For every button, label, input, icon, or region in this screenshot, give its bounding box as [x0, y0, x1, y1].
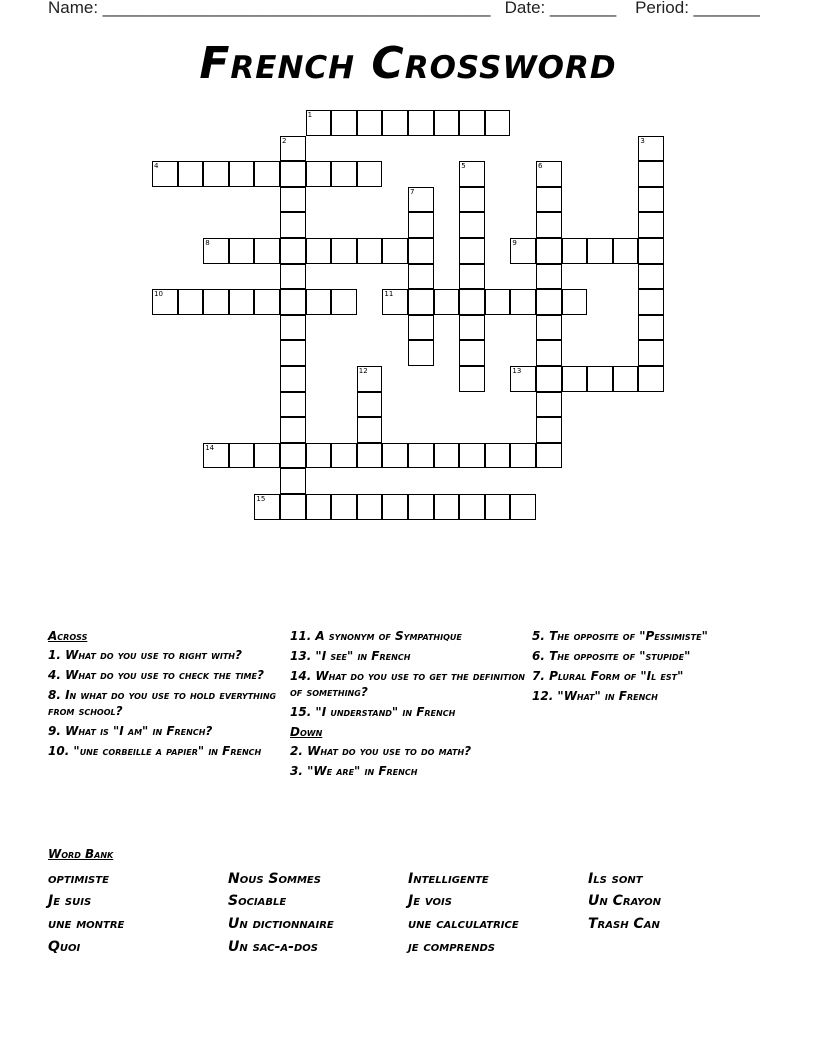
grid-cell[interactable]	[536, 392, 562, 418]
grid-cell[interactable]	[536, 340, 562, 366]
grid-cell[interactable]	[408, 187, 434, 213]
grid-cell[interactable]	[587, 238, 613, 264]
grid-cell[interactable]	[459, 340, 485, 366]
grid-cell[interactable]	[280, 289, 306, 315]
grid-cell[interactable]	[510, 494, 536, 520]
grid-cell[interactable]	[280, 392, 306, 418]
grid-cell[interactable]	[408, 110, 434, 136]
across-heading: Across	[48, 629, 88, 643]
clue-number: 3	[640, 136, 645, 145]
grid-cell[interactable]	[536, 212, 562, 238]
grid-cell[interactable]	[459, 238, 485, 264]
clue-number: 11	[384, 290, 394, 299]
clue-down-6: 6. The opposite of "stupide"	[532, 649, 691, 663]
grid-cell[interactable]	[510, 443, 536, 469]
clue-number: 2	[282, 136, 287, 145]
grid-cell[interactable]	[254, 161, 280, 187]
grid-cell[interactable]	[459, 110, 485, 136]
grid-cell[interactable]	[254, 289, 280, 315]
grid-cell[interactable]	[536, 187, 562, 213]
grid-cell[interactable]	[306, 443, 332, 469]
grid-cell[interactable]	[306, 289, 332, 315]
clue-across-10: 10. "une corbeille a papier" in French	[48, 744, 262, 758]
grid-cell[interactable]	[203, 289, 229, 315]
clue-number: 15	[256, 495, 266, 503]
word-bank-item: une montre	[48, 916, 125, 932]
word-bank-item: Nous Sommes	[228, 871, 321, 887]
grid-cell[interactable]	[459, 187, 485, 213]
word-bank-item: Quoi	[48, 939, 81, 955]
grid-cell[interactable]	[382, 289, 408, 315]
grid-cell[interactable]	[536, 264, 562, 290]
page-title: French Crossword	[199, 38, 617, 89]
grid-cell[interactable]	[485, 289, 511, 315]
grid-cell[interactable]	[357, 161, 383, 187]
clue-number: 8	[205, 239, 210, 247]
name-field[interactable]: Name: _________________________________________	[48, 0, 491, 17]
grid-cell[interactable]	[357, 392, 383, 418]
grid-cell[interactable]	[459, 264, 485, 290]
grid-cell[interactable]	[280, 443, 306, 469]
grid-cell[interactable]	[408, 289, 434, 315]
clue-number: 9	[512, 239, 517, 247]
grid-cell[interactable]	[638, 212, 664, 238]
clue-number: 4	[154, 162, 159, 171]
grid-cell[interactable]	[382, 238, 408, 264]
grid-cell[interactable]	[485, 443, 511, 469]
grid-cell[interactable]	[408, 315, 434, 341]
grid-cell[interactable]	[485, 110, 511, 136]
word-bank-item: Ils sont	[588, 871, 643, 887]
date-field[interactable]: Date: _______	[504, 0, 617, 17]
grid-cell[interactable]	[638, 340, 664, 366]
grid-cell[interactable]	[229, 289, 255, 315]
grid-cell[interactable]	[408, 443, 434, 469]
grid-cell[interactable]	[254, 238, 280, 264]
grid-cell[interactable]	[562, 366, 588, 392]
grid-cell[interactable]	[536, 417, 562, 443]
grid-cell[interactable]	[382, 110, 408, 136]
grid-cell[interactable]	[638, 289, 664, 315]
grid-cell[interactable]	[280, 366, 306, 392]
grid-cell[interactable]	[306, 110, 332, 136]
grid-cell[interactable]	[152, 289, 178, 315]
grid-cell[interactable]	[613, 366, 639, 392]
grid-cell[interactable]	[638, 187, 664, 213]
grid-cell[interactable]	[459, 315, 485, 341]
word-bank-item: Je suis	[48, 893, 92, 909]
grid-cell[interactable]	[280, 340, 306, 366]
grid-cell[interactable]	[280, 238, 306, 264]
grid-cell[interactable]	[280, 494, 306, 520]
grid-cell[interactable]	[152, 161, 178, 187]
grid-cell[interactable]	[408, 212, 434, 238]
grid-cell[interactable]	[408, 494, 434, 520]
grid-cell[interactable]	[280, 417, 306, 443]
grid-cell[interactable]	[613, 238, 639, 264]
grid-cell[interactable]	[638, 264, 664, 290]
grid-cell[interactable]	[203, 161, 229, 187]
grid-cell[interactable]	[331, 443, 357, 469]
clue-down-2: 2. What do you use to do math?	[290, 744, 472, 758]
grid-cell[interactable]	[203, 443, 229, 469]
grid-cell[interactable]	[357, 443, 383, 469]
grid-cell[interactable]	[280, 161, 306, 187]
grid-cell[interactable]	[434, 289, 460, 315]
grid-cell[interactable]	[638, 238, 664, 264]
clue-number: 6	[538, 162, 543, 171]
clue-across-9: 9. What is "I am" in French?	[48, 724, 213, 738]
word-bank-item: Trash Can	[588, 916, 660, 932]
clue-number: 13	[512, 367, 522, 375]
grid-cell[interactable]	[178, 289, 204, 315]
clue-number: 1	[307, 111, 313, 119]
grid-cell[interactable]	[203, 238, 229, 264]
clues-column-3	[532, 628, 782, 708]
grid-cell[interactable]	[408, 264, 434, 290]
grid-cell[interactable]	[434, 494, 460, 520]
word-bank-heading: Word Bank	[48, 847, 114, 861]
grid-cell[interactable]	[536, 238, 562, 264]
word-bank-item: Je vois	[408, 893, 452, 909]
word-bank-item: je comprends	[408, 939, 495, 955]
grid-cell[interactable]	[638, 366, 664, 392]
clue-across-15: 15. "I understand" in French	[290, 705, 456, 719]
grid-cell[interactable]	[510, 238, 536, 264]
grid-cell[interactable]	[638, 136, 664, 162]
grid-cell[interactable]	[178, 161, 204, 187]
grid-cell[interactable]	[357, 494, 383, 520]
clue-down-3: 3. "We are" in French	[290, 764, 418, 778]
grid-cell[interactable]	[434, 110, 460, 136]
clue-across-4: 4. What do you use to check the time?	[48, 668, 264, 682]
word-bank-item: Sociable	[228, 893, 287, 909]
clue-number: 7	[410, 187, 415, 196]
grid-cell[interactable]	[510, 289, 536, 315]
word-bank-item: Un sac-a-dos	[228, 939, 318, 955]
grid-cell[interactable]	[331, 238, 357, 264]
grid-cell[interactable]	[382, 443, 408, 469]
grid-cell[interactable]	[280, 187, 306, 213]
grid-cell[interactable]	[459, 443, 485, 469]
grid-cell[interactable]	[357, 110, 383, 136]
clue-number: 5	[461, 162, 466, 171]
grid-cell[interactable]	[331, 110, 357, 136]
word-bank-item: une calculatrice	[408, 916, 519, 932]
grid-cell[interactable]	[280, 212, 306, 238]
grid-cell[interactable]	[357, 366, 383, 392]
grid-cell[interactable]	[331, 289, 357, 315]
clue-number: 12	[358, 367, 368, 375]
grid-cell[interactable]	[485, 494, 511, 520]
grid-cell[interactable]	[331, 161, 357, 187]
grid-cell[interactable]	[254, 494, 280, 520]
grid-cell[interactable]	[587, 366, 613, 392]
clue-across-13: 13. "I see" in French	[290, 649, 411, 663]
grid-cell[interactable]	[562, 238, 588, 264]
grid-cell[interactable]	[459, 494, 485, 520]
grid-cell[interactable]	[357, 417, 383, 443]
clue-down-7: 7. Plural Form of "Il est"	[532, 669, 684, 683]
grid-cell[interactable]	[306, 161, 332, 187]
grid-cell[interactable]	[638, 315, 664, 341]
clue-across-1: 1. What do you use to right with?	[48, 648, 242, 662]
grid-cell[interactable]	[229, 161, 255, 187]
grid-cell[interactable]	[306, 238, 332, 264]
grid-cell[interactable]	[382, 494, 408, 520]
clue-across-8: 8. In what do you use to hold everything from school?	[48, 688, 277, 718]
word-bank-item: Intelligente	[408, 871, 489, 887]
grid-cell[interactable]	[536, 366, 562, 392]
grid-cell[interactable]	[331, 494, 357, 520]
period-field[interactable]: Period: _______	[635, 0, 760, 17]
clue-number: 14	[205, 443, 215, 452]
grid-cell[interactable]	[357, 238, 383, 264]
word-bank-item: Un dictionnaire	[228, 916, 334, 932]
clue-down-12: 12. "What" in French	[532, 689, 658, 703]
word-bank-item: optimiste	[48, 871, 109, 887]
clue-across-11: 11. A synonym of Sympathique	[290, 629, 462, 643]
grid-cell[interactable]	[229, 443, 255, 469]
clue-down-5: 5. The opposite of "Pessimiste"	[532, 629, 708, 643]
grid-cell[interactable]	[638, 161, 664, 187]
grid-cell[interactable]	[306, 494, 332, 520]
grid-cell[interactable]	[510, 366, 536, 392]
grid-cell[interactable]	[280, 264, 306, 290]
grid-cell[interactable]	[536, 315, 562, 341]
grid-cell[interactable]	[562, 289, 588, 315]
clue-across-14: 14. What do you use to get the definition of something?	[290, 669, 525, 699]
grid-cell[interactable]	[459, 366, 485, 392]
grid-cell[interactable]	[536, 443, 562, 469]
grid-cell[interactable]	[280, 468, 306, 494]
grid-cell[interactable]	[536, 289, 562, 315]
grid-cell[interactable]	[434, 443, 460, 469]
grid-cell[interactable]	[408, 340, 434, 366]
grid-cell[interactable]	[459, 161, 485, 187]
grid-cell[interactable]	[536, 161, 562, 187]
clue-number: 10	[154, 290, 163, 299]
grid-cell[interactable]	[280, 315, 306, 341]
grid-cell[interactable]	[459, 212, 485, 238]
grid-cell[interactable]	[254, 443, 280, 469]
down-heading: Down	[290, 725, 323, 739]
grid-cell[interactable]	[459, 289, 485, 315]
clues-column-1	[48, 628, 288, 763]
grid-cell[interactable]	[408, 238, 434, 264]
word-bank-item: Un Crayon	[588, 893, 661, 909]
clues-column-2	[290, 628, 530, 783]
grid-cell[interactable]	[229, 238, 255, 264]
grid-cell[interactable]	[280, 136, 306, 162]
